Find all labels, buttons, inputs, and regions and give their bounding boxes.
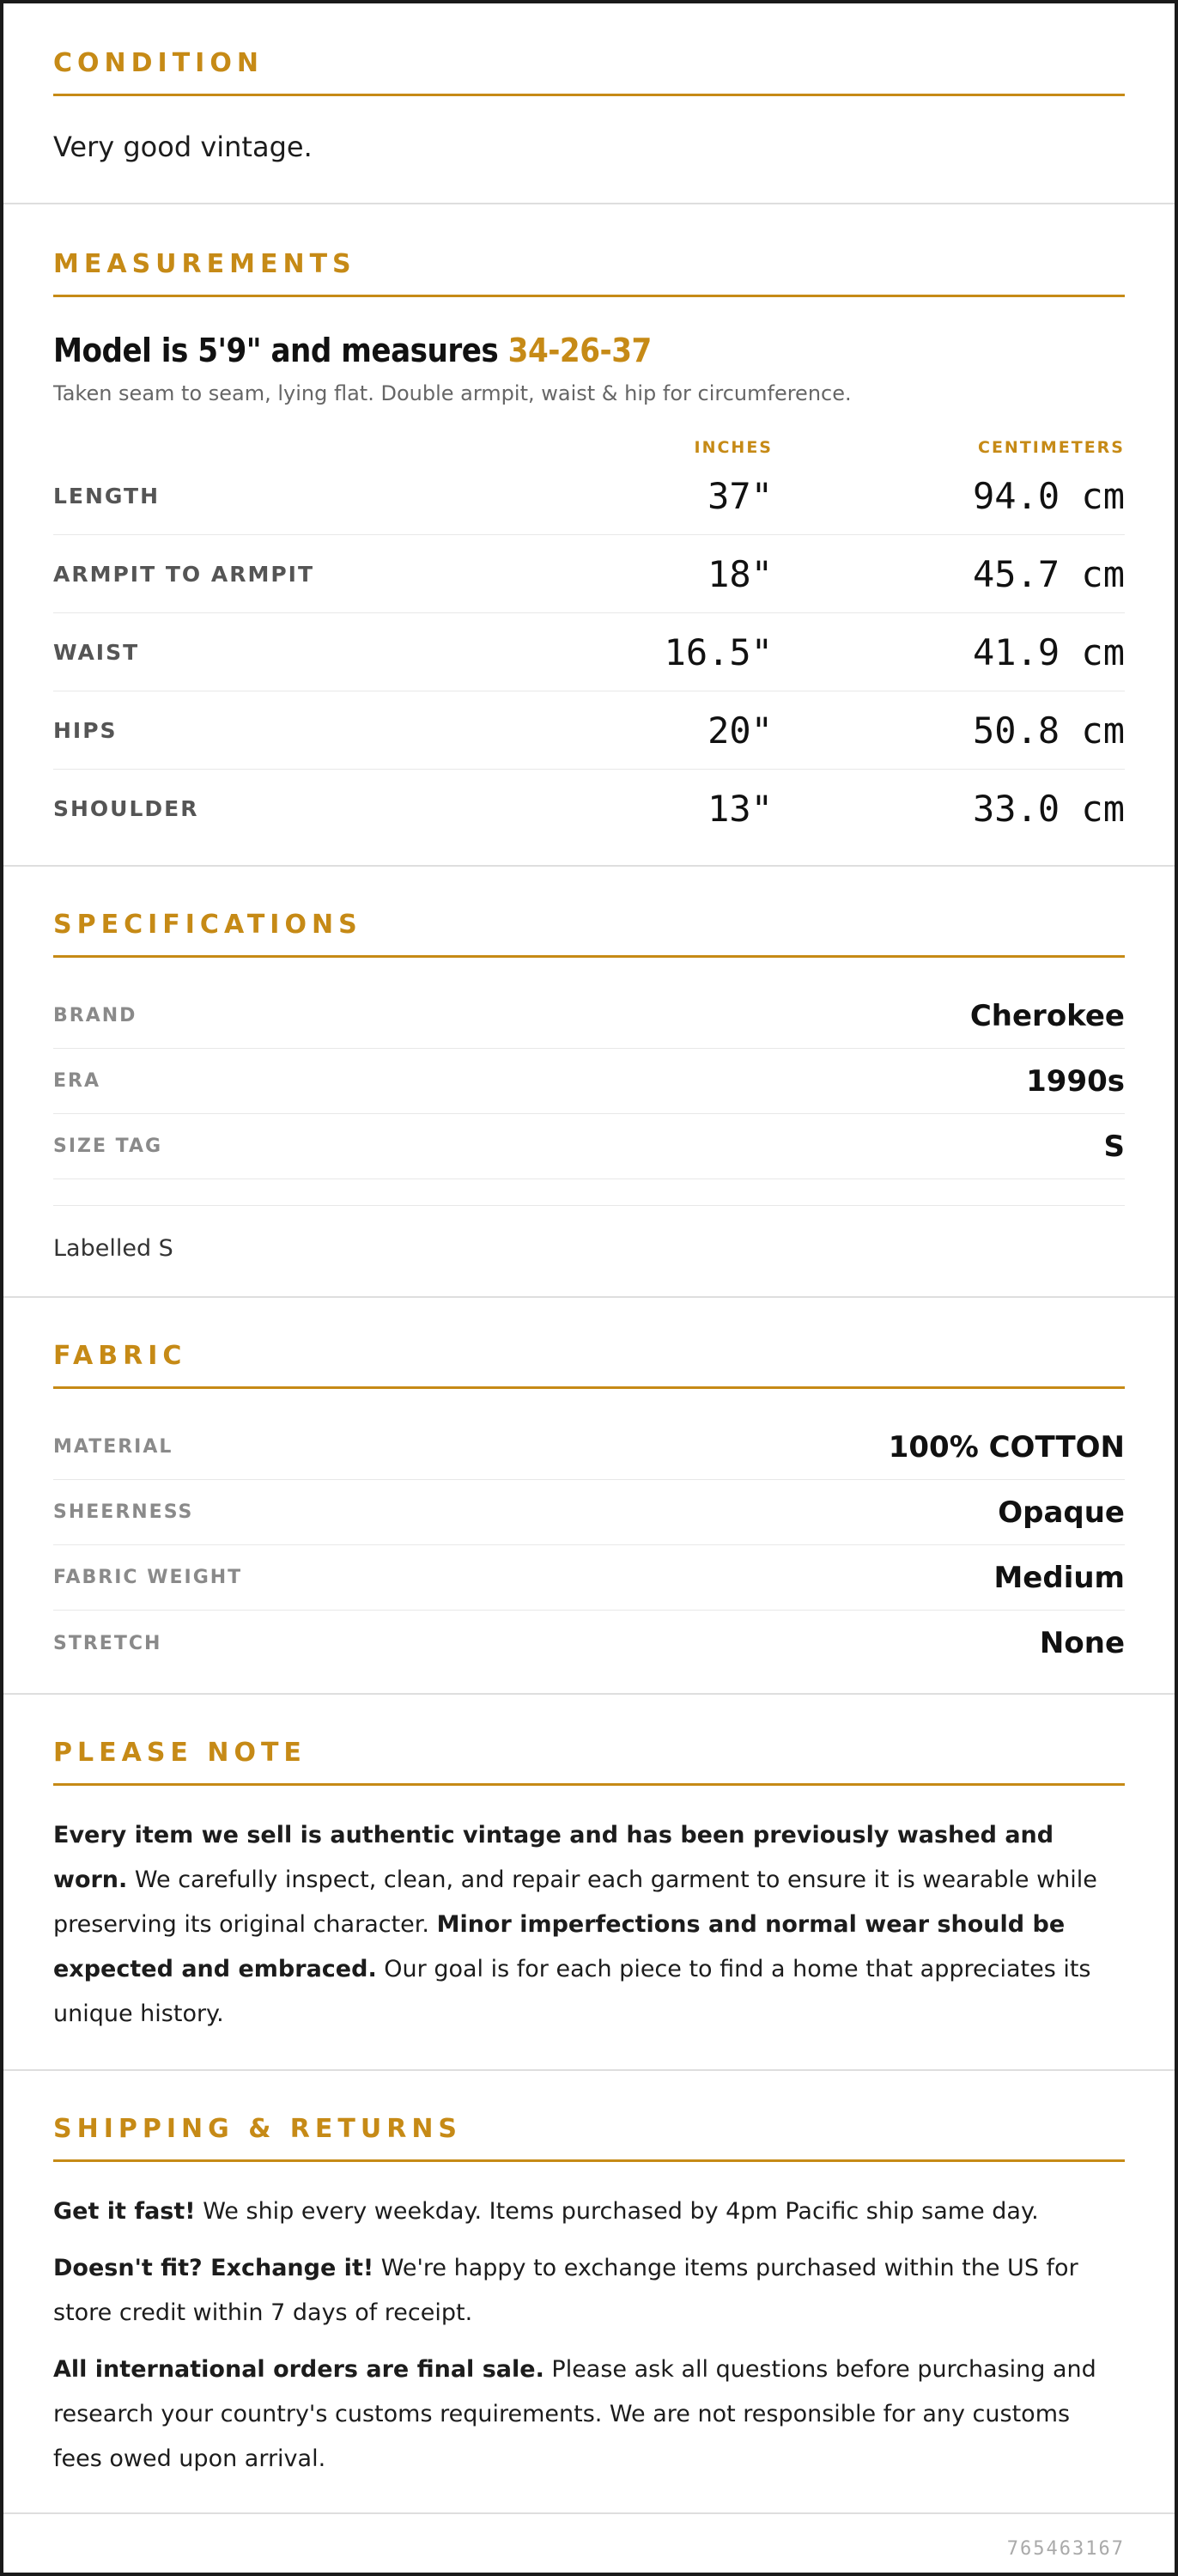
row-cm: 94.0 cm — [972, 474, 1125, 517]
row-label: ARMPIT TO ARMPIT — [53, 561, 315, 587]
shipping-paragraph-3 — [53, 2348, 1125, 2482]
shipping-paragraph-2 — [53, 2246, 1125, 2335]
row-cm: 33.0 cm — [972, 788, 1125, 830]
row-label: LENGTH — [53, 483, 160, 509]
spec-key: BRAND — [53, 1005, 137, 1026]
ship-text-1: We ship every weekday. Items purchased by 4pm Pacific ship same day. — [195, 2198, 1039, 2225]
fabric-row-weight — [53, 1545, 1125, 1611]
measurements-subtitle: Taken seam to seam, lying flat. Double armpit, waist & hip for circumference. — [53, 381, 852, 405]
row-inches: 13" — [707, 788, 773, 830]
product-id: 765463167 — [1006, 2537, 1125, 2560]
spec-value: S — [1103, 1129, 1125, 1164]
fabric-value: Medium — [993, 1560, 1125, 1595]
fabric-value: Opaque — [998, 1495, 1125, 1530]
row-label: HIPS — [53, 717, 118, 743]
table-row — [53, 691, 1125, 770]
row-label: SHOULDER — [53, 796, 199, 821]
shipping-title: SHIPPING & RETURNS — [53, 2114, 1125, 2162]
fabric-key: MATERIAL — [53, 1436, 173, 1458]
spec-key: ERA — [53, 1070, 100, 1092]
ship-text-2: We're happy to exchange items purchased within the US for store credit within 7 days of receipt. — [53, 2255, 1078, 2326]
footer — [3, 2514, 1175, 2576]
measurements-section — [3, 204, 1175, 867]
model-prefix: Model is 5'9" and measures — [53, 332, 508, 369]
fabric-section — [3, 1298, 1175, 1695]
measurements-header — [53, 438, 1125, 457]
please-note-text — [53, 1813, 1125, 2037]
fabric-row-material — [53, 1415, 1125, 1480]
ship-bold-1: Get it fast! — [53, 2198, 196, 2225]
header-spacer — [53, 438, 438, 457]
fabric-title: FABRIC — [53, 1341, 1125, 1389]
spec-row-brand — [53, 984, 1125, 1049]
note-text-1: We carefully inspect, clean, and repair each garment to ensure it is wearable while preserving its original character. — [53, 1867, 1097, 1938]
model-measurements — [53, 332, 1125, 369]
measurements-title: MEASUREMENTS — [53, 249, 1125, 297]
note-bold-1: Every item we sell is authentic vintage and has been previously washed and worn. — [53, 1822, 1054, 1893]
fabric-row-sheerness — [53, 1480, 1125, 1545]
row-inches: 20" — [707, 709, 773, 752]
spec-value: 1990s — [1026, 1063, 1125, 1099]
header-inches: INCHES — [694, 438, 773, 457]
row-inches: 37" — [707, 474, 773, 517]
condition-text: Very good vintage. — [53, 131, 313, 163]
table-row — [53, 457, 1125, 535]
fabric-list — [53, 1415, 1125, 1676]
row-label: WAIST — [53, 639, 140, 665]
condition-section — [3, 3, 1175, 204]
spec-value: Cherokee — [969, 998, 1125, 1033]
fabric-key: SHEERNESS — [53, 1501, 194, 1523]
row-inches: 16.5" — [664, 630, 773, 673]
size-tag-note: Labelled S — [53, 1205, 1125, 1262]
table-row — [53, 770, 1125, 848]
measurements-table — [53, 457, 1125, 848]
row-cm: 41.9 cm — [972, 630, 1125, 673]
note-bold-2: Minor imperfections and normal wear should be expected and embraced. — [53, 1911, 1066, 1982]
shipping-paragraph-1 — [53, 2189, 1125, 2234]
ship-bold-3: All international orders are final sale. — [53, 2356, 544, 2383]
ship-text-3: Please ask all questions before purchasing and research your country's customs requirements. We are not responsible for any customs fees owed upon arrival. — [53, 2356, 1096, 2472]
specifications-list — [53, 984, 1125, 1179]
shipping-section — [3, 2071, 1175, 2514]
note-text-2: Our goal is for each piece to find a home that appreciates its unique history. — [53, 1956, 1091, 2027]
ship-bold-2: Doesn't fit? Exchange it! — [53, 2255, 374, 2281]
header-centimeters: CENTIMETERS — [978, 438, 1125, 457]
please-note-title: PLEASE NOTE — [53, 1738, 1125, 1786]
spec-key: SIZE TAG — [53, 1136, 163, 1157]
fabric-row-stretch — [53, 1611, 1125, 1676]
table-row — [53, 535, 1125, 613]
row-inches: 18" — [707, 552, 773, 595]
fabric-value: None — [1039, 1626, 1125, 1660]
row-cm: 50.8 cm — [972, 709, 1125, 752]
fabric-value: 100% COTTON — [888, 1429, 1125, 1465]
spec-row-era — [53, 1049, 1125, 1114]
fabric-key: FABRIC WEIGHT — [53, 1567, 243, 1588]
row-cm: 45.7 cm — [972, 552, 1125, 595]
condition-title: CONDITION — [53, 48, 1125, 96]
table-row — [53, 613, 1125, 691]
specifications-section — [3, 867, 1175, 1298]
model-highlight: 34-26-37 — [507, 332, 652, 369]
please-note-section — [3, 1695, 1175, 2071]
spec-row-size-tag — [53, 1114, 1125, 1179]
fabric-key: STRETCH — [53, 1632, 162, 1654]
specifications-title: SPECIFICATIONS — [53, 910, 1125, 958]
